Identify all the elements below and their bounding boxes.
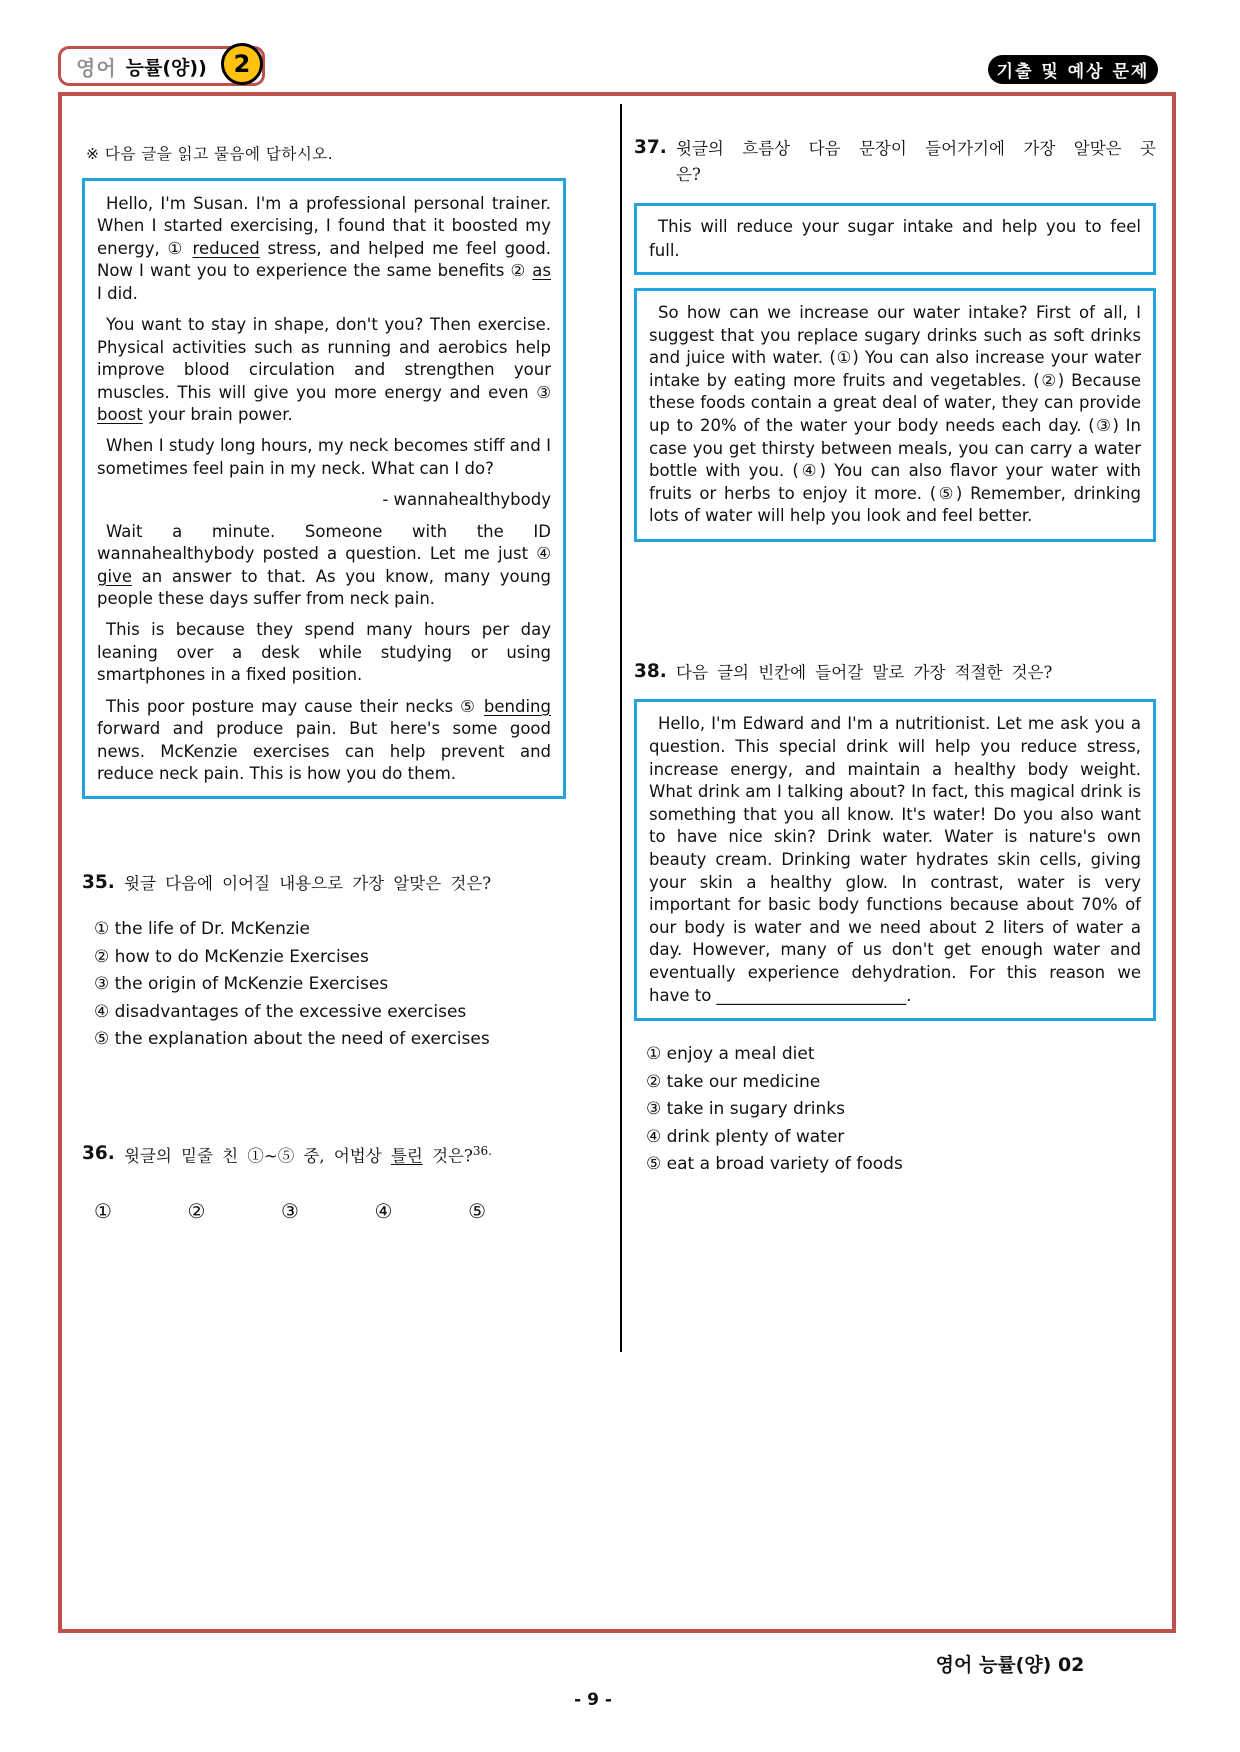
text-segment: an answer to that. As you know, many young people these days suffer from neck pain. xyxy=(97,566,551,608)
question-36-choices xyxy=(94,1199,486,1223)
question-36-title xyxy=(124,1142,566,1169)
text-segment: 36. xyxy=(472,1143,492,1158)
badge-subject-label: 영어 xyxy=(76,55,117,80)
text-segment: forward and produce pain. But here's some good news. McKenzie exercises can help prevent and reduce neck pain. This is how you do them. xyxy=(97,719,551,784)
underlined-text: give xyxy=(97,566,132,586)
insert-sentence-box: This will reduce your sugar intake and help you to feel full. xyxy=(634,203,1156,275)
reading-instruction: ※ 다음 글을 읽고 물음에 답하시오. xyxy=(86,145,334,163)
answer-option: ① enjoy a meal diet xyxy=(646,1044,815,1065)
badge-book-title: 능률(양)) xyxy=(125,56,207,79)
answer-option: ④ disadvantages of the excessive exercises xyxy=(94,1001,467,1022)
passage-box-susan xyxy=(82,178,566,799)
answer-choice-circle: ① xyxy=(94,1198,112,1223)
underlined-text: as xyxy=(532,261,551,281)
answer-choice-circle: ③ xyxy=(281,1198,299,1223)
question-36-heading xyxy=(82,1142,566,1169)
left-column xyxy=(82,142,566,1223)
text-segment: This poor posture may cause their necks ⑤ xyxy=(106,696,484,716)
question-35-options xyxy=(94,916,566,1054)
text-segment: 윗글의 밑줄 친 ①~⑤ 중, 어법상 xyxy=(124,1146,391,1166)
answer-option: ③ take in sugary drinks xyxy=(646,1099,846,1120)
question-38-number: 38. xyxy=(634,660,667,682)
answer-option: ⑤ eat a broad variety of foods xyxy=(646,1154,903,1175)
passage-box-water: So how can we increase our water intake? First of all, I suggest that you replace sugary drinks such as soft drinks and juice with water. (①) You can also increase your water intake by eating more fruits and vegetables. (②) Because these foods contain a great deal of water, they can provide up to 20% of the water your body needs each day. (③) In case you get thirsty between meals, you can carry a water bottle with you. (④) You can also flavor your water with fruits or herbs to enjoy it more. (⑤) Remember, drinking lots of water will help you look and feel better. xyxy=(634,288,1156,542)
text-segment: Wait a minute. Someone with the ID wannahealthybody posted a question. Let me just ④ xyxy=(97,521,551,564)
passage-paragraph xyxy=(97,193,551,305)
question-35-heading xyxy=(82,871,566,897)
passage-paragraph xyxy=(97,521,551,611)
footer-book-label: 영어 능률(양) 02 xyxy=(935,1654,1085,1676)
text-segment: stress, and helped me feel good. Now I want you to experience the same benefits ② xyxy=(97,238,551,281)
question-38-options xyxy=(646,1041,1156,1179)
underlined-text: boost xyxy=(97,404,143,424)
answer-option: ② how to do McKenzie Exercises xyxy=(94,946,369,967)
question-38-title: 다음 글의 빈칸에 들어갈 말로 가장 적절한 것은? xyxy=(676,662,1053,682)
underlined-text: bending xyxy=(483,696,551,716)
question-37-heading xyxy=(634,136,1156,187)
underlined-text: reduced xyxy=(192,238,260,258)
text-segment: When I study long hours, my neck becomes stiff and I sometimes feel pain in my neck. What can I do? xyxy=(97,436,551,478)
text-segment: Hello, I'm Susan. I'm a professional personal trainer. When I started exercising, I found that it boosted my energy, ① xyxy=(97,194,551,258)
content-border-box xyxy=(58,92,1176,1633)
question-38-heading xyxy=(634,660,1156,686)
answer-option: ③ the origin of McKenzie Exercises xyxy=(94,974,389,995)
question-35-title: 윗글 다음에 이어질 내용으로 가장 알맞은 것은? xyxy=(124,873,492,893)
answer-choice-circle: ② xyxy=(187,1198,206,1223)
passage-paragraph xyxy=(97,696,551,786)
passage-paragraph xyxy=(97,619,551,686)
answer-choice-circle: ⑤ xyxy=(468,1198,486,1223)
badge-number-circle: 2 xyxy=(221,43,263,85)
question-36-number: 36. xyxy=(82,1142,115,1164)
text-segment: You want to stay in shape, don't you? Then exercise. Physical activities such as running and aerobics help improve blood circulation and strengthen your muscles. This will give you more energy and even ③ xyxy=(97,315,551,402)
answer-choice-circle: ④ xyxy=(374,1198,393,1223)
question-37-number: 37. xyxy=(634,137,667,158)
passage-paragraph xyxy=(97,314,551,426)
passage-box-edward: Hello, I'm Edward and I'm a nutritionist. Let me ask you a question. This special drink will help you reduce stress, increase energy, and maintain a healthy body weight. What drink am I talking about? In fact, this magical drink is something that you all know. It's water! Do you also want to have nice skin? Drink water. Water is nature's own beauty cream. Drinking water hydrates skin cells, giving your skin a healthy glow. In contrast, water is very important for basic body functions because about 70% of our body is water and we need about 2 liters of water a day. However, many of us don't get enough water and eventually experience dehydration. For this reason we have to _______________________. xyxy=(634,699,1156,1021)
page-number: - 9 - xyxy=(574,1690,612,1710)
text-segment: I did. xyxy=(97,283,138,303)
exam-type-label: 기출 및 예상 문제 xyxy=(988,55,1158,84)
answer-option: ④ drink plenty of water xyxy=(646,1126,845,1147)
question-37-title: 윗글의 흐름상 다음 문장이 들어가기에 가장 알맞은 곳은? xyxy=(676,139,1156,184)
answer-option: ② take our medicine xyxy=(646,1071,821,1092)
text-segment: your brain power. xyxy=(142,404,293,424)
right-column xyxy=(634,136,1156,1179)
answer-option: ⑤ the explanation about the need of exercises xyxy=(94,1029,490,1050)
column-divider xyxy=(620,104,622,1352)
passage-byline xyxy=(97,489,551,511)
underlined-text: 틀린 xyxy=(390,1146,423,1166)
text-segment: This is because they spend many hours per day leaning over a desk while studying or using smartphones in a fixed position. xyxy=(97,620,551,685)
text-segment: - wannahealthybody xyxy=(382,490,551,510)
text-segment: 것은? xyxy=(422,1146,473,1166)
question-35-number: 35. xyxy=(82,871,115,893)
answer-option: ① the life of Dr. McKenzie xyxy=(94,919,311,940)
passage-paragraph xyxy=(97,435,551,480)
